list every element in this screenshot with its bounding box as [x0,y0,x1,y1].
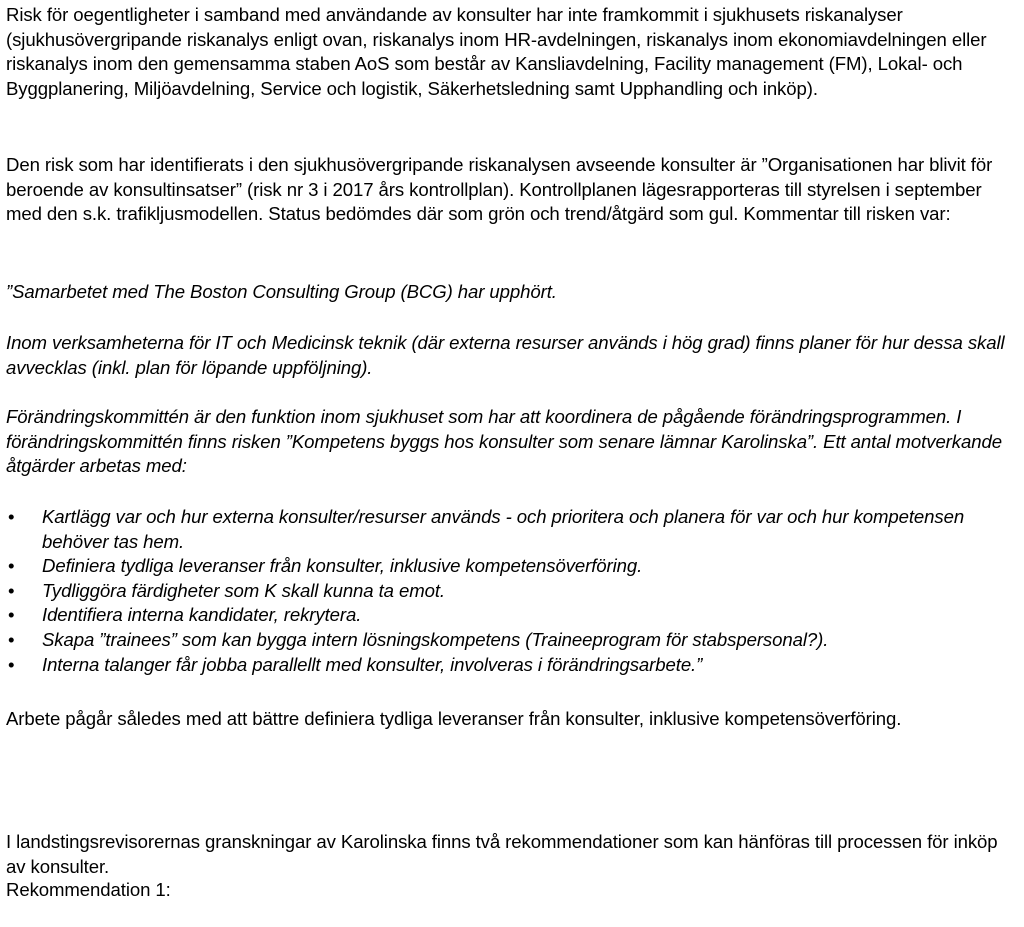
paragraph-work-ongoing: Arbete pågår således med att bättre definiera tydliga leveranser från konsulter, inklusive kompetensöverföring. [6,708,902,729]
countermeasures-list [6,505,1016,677]
list-item [6,628,1016,653]
list-item [6,653,1016,678]
list-item [6,554,1016,579]
quote-it-medtech: Inom verksamheterna för IT och Medicinsk teknik (där externa resurser används i hög grad) finns planer för hur dessa skall avvecklas (inkl. plan för löpande uppföljning). [6,332,1005,378]
bullet-icon: • [8,579,15,601]
list-item-text: Skapa ”trainees” som kan bygga intern lösningskompetens (Traineeprogram för stabspersonal?). [42,628,829,650]
bullet-icon: • [8,555,15,577]
paragraph-identified-risk: Den risk som har identifierats i den sjukhusövergripande riskanalysen avseende konsulter är ”Organisationen har blivit för beroende av konsultinsatser” (risk nr 3 i 2017 års kontrollplan). Kontrollplanen lägesrapporteras till styrelsen i september med den s.k. trafikljusmodellen. Status bedömdes där som grön och trend/åtgärd som gul. Kommentar till risken var: [6,154,993,225]
list-item [6,603,1016,628]
bullet-icon: • [8,506,15,527]
list-item-text: Interna talanger får jobba parallellt med konsulter, involveras i förändringsarbete.” [42,653,703,675]
recommendation-heading: Rekommendation 1: [6,879,171,900]
paragraph-risk-analyses: Risk för oegentligheter i samband med användande av konsulter har inte framkommit i sjukhusets riskanalyser (sjukhusövergripande riskanalys enligt ovan, riskanalys inom HR-avdelningen, riskanalys inom ekonomiavdelningen eller riskanalys inom den gemensamma staben AoS som består av Kansliavdelning, Facility management (FM), Lokal- och Byggplanering, Miljöavdelning, Service och logistik, Säkerhetsledning samt Upphandling och inköp). [6,4,987,99]
list-item-text: Identifiera interna kandidater, rekrytera. [42,604,362,626]
paragraph-recommendations-intro: I landstingsrevisorernas granskningar av Karolinska finns två rekommendationer som kan hänföras till processen för inköp av konsulter. [6,831,998,877]
list-item [6,579,1016,604]
quote-change-committee: Förändringskommittén är den funktion inom sjukhuset som har att koordinera de pågående förändringsprogrammen. I förändringskommittén finns risken ”Kompetens byggs hos konsulter som senare lämnar Karolinska”. Ett antal motverkande åtgärder arbetas med: [6,406,1002,477]
list-item-text: Tydliggöra färdigheter som K skall kunna ta emot. [42,579,445,601]
bullet-icon: • [8,628,15,650]
list-item-text: Definiera tydliga leveranser från konsulter, inklusive kompetensöverföring. [42,555,643,577]
list-item [6,505,1016,554]
list-item-text: Kartlägg var och hur externa konsulter/resurser används - och prioritera och planera för var och hur kompetensen behöver tas hem. [42,506,965,552]
quote-bcg: ”Samarbetet med The Boston Consulting Group (BCG) har upphört. [6,281,557,302]
bullet-icon: • [8,604,15,626]
bullet-icon: • [8,653,15,675]
